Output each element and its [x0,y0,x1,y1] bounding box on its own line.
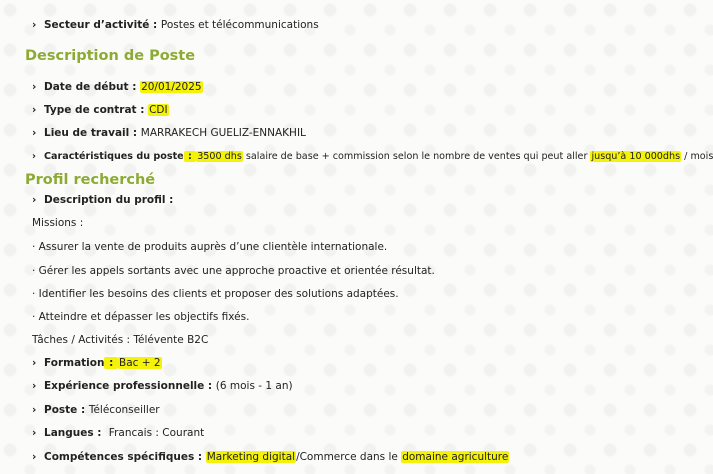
start-date-value: 20/01/2025 [141,81,202,93]
mission-item: · Gérer les appels sortants avec une approche proactive et orientée résultat. [32,265,435,277]
start-date-label: Date de début [44,81,129,93]
skills-label: Compétences spécifiques [44,451,195,463]
skills-line: › Compétences spécifiques : Marketing digital/Commerce dans le domaine agriculture [32,451,509,463]
skills-part1: Marketing digital [206,451,296,463]
training-value: Bac + 2 [119,357,161,369]
mission-item: · Atteindre et dépasser les objectifs fixés. [32,311,250,323]
position-value: Téléconseiller [88,404,160,416]
position-line: › Poste : Téléconseiller [32,404,160,416]
characteristics-suffix: / mois [684,151,713,162]
languages-line: › Langues : Francais : Courant [32,427,205,439]
chevron-right-icon: › [32,81,37,93]
chevron-right-icon: › [32,104,37,116]
start-date-line: › Date de début : 20/01/2025 [32,81,202,93]
mission-item: · Identifier les besoins des clients et proposer des solutions adaptées. [32,288,399,300]
chevron-right-icon: › [32,380,37,392]
chevron-right-icon: › [32,357,37,369]
experience-value: (6 mois - 1 an) [215,380,293,392]
chevron-right-icon: › [32,19,37,31]
languages-value: Francais : Courant [108,427,205,439]
characteristics-label: Caractéristiques du poste [44,151,184,162]
position-label: Poste [44,404,78,416]
sector-value: Postes et télécommunications [160,19,319,31]
profile-description-line: › Description du profil : [32,194,174,206]
chevron-right-icon: › [32,194,37,206]
languages-label: Langues [44,427,94,439]
mission-item: · Assurer la vente de produits auprès d’une clientèle internationale. [32,241,388,253]
skills-part2: /Commerce dans le [296,451,402,463]
characteristics-mid-text: salaire de base + commission selon le nombre de ventes qui peut aller [245,151,588,162]
contract-line: › Type de contrat : CDI [32,104,168,116]
training-line: › Formation : Bac + 2 [32,357,161,369]
experience-line: › Expérience professionnelle : (6 mois - 1 an) [32,380,293,392]
workplace-line: › Lieu de travail : MARRAKECH GUELIZ-ENNAKHIL [32,127,306,139]
chevron-right-icon: › [32,404,37,416]
description-heading: Description de Poste [25,48,196,64]
salary-value: 3500 dhs [197,151,242,162]
characteristics-line: › Caractéristiques du poste : 3500 dhs salaire de base + commission selon le nombre de ventes qui peut aller jusqu’à 10 000dhs / mois [32,151,713,162]
chevron-right-icon: › [32,451,37,463]
workplace-value: MARRAKECH GUELIZ-ENNAKHIL [140,127,306,139]
sector-label: Secteur d’activité [44,19,150,31]
experience-label: Expérience professionnelle [44,380,205,392]
workplace-label: Lieu de travail [44,127,130,139]
chevron-right-icon: › [32,427,37,439]
chevron-right-icon: › [32,151,36,162]
contract-label: Type de contrat [44,104,137,116]
contract-value: CDI [149,104,168,116]
training-label: Formation [44,357,105,369]
profile-heading: Profil recherché [25,172,156,188]
chevron-right-icon: › [32,127,37,139]
salary-max: jusqu’à 10 000dhs [591,151,681,162]
profile-description-label: Description du profil [44,194,166,206]
skills-part3: domaine agriculture [402,451,509,463]
sector-line: › Secteur d’activité : Postes et télécommunications [32,19,319,31]
missions-title: Missions : [32,217,84,229]
tasks-line: Tâches / Activités : Télévente B2C [32,334,209,346]
